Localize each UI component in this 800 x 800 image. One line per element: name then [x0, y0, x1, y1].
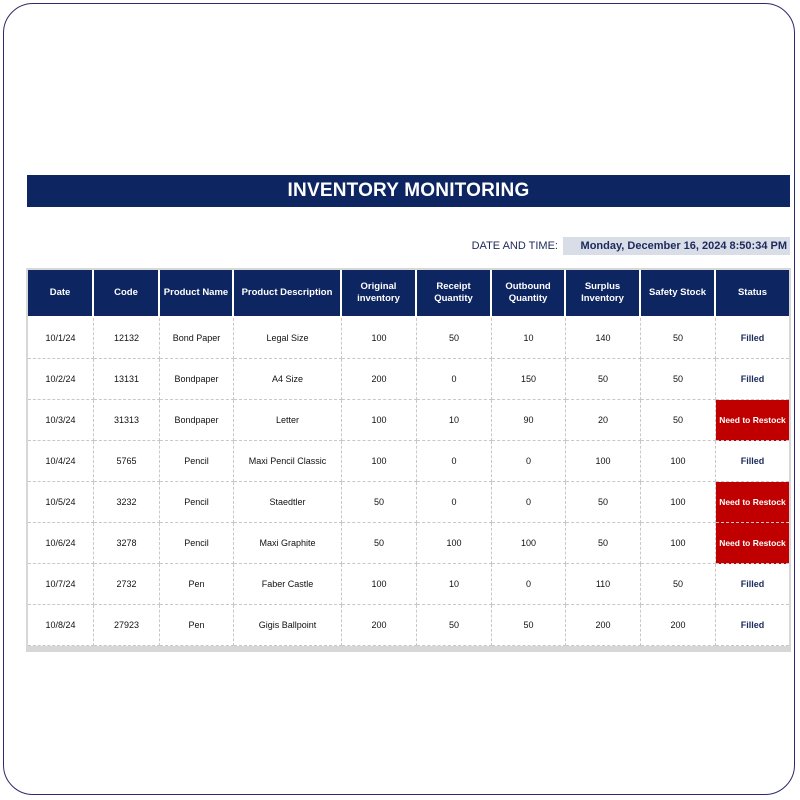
table-header-row	[28, 270, 789, 318]
cell-code[interactable]: 3232	[94, 482, 160, 523]
cell-receipt-quantity[interactable]: 0	[417, 359, 492, 400]
cell-status-restock[interactable]: Need to Restock	[716, 482, 789, 523]
cell-product-name[interactable]: Pencil	[160, 441, 234, 482]
cell-date[interactable]: 10/6/24	[28, 523, 94, 564]
column-header-surplus-inventory: Surplus Inventory	[566, 270, 641, 318]
cell-original-inventory[interactable]: 100	[342, 564, 417, 605]
cell-product-description[interactable]: Legal Size	[234, 318, 342, 359]
table-row[interactable]	[28, 400, 789, 441]
cell-safety-stock[interactable]: 100	[641, 482, 716, 523]
datetime-value: Monday, December 16, 2024 8:50:34 PM	[563, 237, 790, 255]
cell-original-inventory[interactable]: 100	[342, 441, 417, 482]
column-header-receipt-quantity: Receipt Quantity	[417, 270, 492, 318]
cell-product-name[interactable]: Bondpaper	[160, 359, 234, 400]
cell-outbound-quantity[interactable]: 100	[492, 523, 566, 564]
cell-product-description[interactable]: Maxi Pencil Classic	[234, 441, 342, 482]
cell-outbound-quantity[interactable]: 150	[492, 359, 566, 400]
table-row[interactable]	[28, 605, 789, 646]
cell-product-name[interactable]: Bondpaper	[160, 400, 234, 441]
datetime-label: DATE AND TIME:	[471, 240, 558, 252]
cell-surplus-inventory[interactable]: 50	[566, 523, 641, 564]
cell-code[interactable]: 5765	[94, 441, 160, 482]
cell-receipt-quantity[interactable]: 0	[417, 441, 492, 482]
cell-product-name[interactable]: Pencil	[160, 523, 234, 564]
cell-safety-stock[interactable]: 50	[641, 318, 716, 359]
cell-status[interactable]: Filled	[716, 318, 789, 359]
inventory-table	[28, 270, 789, 646]
cell-safety-stock[interactable]: 100	[641, 441, 716, 482]
cell-safety-stock[interactable]: 50	[641, 564, 716, 605]
cell-outbound-quantity[interactable]: 90	[492, 400, 566, 441]
cell-product-name[interactable]: Pencil	[160, 482, 234, 523]
cell-status[interactable]: Filled	[716, 564, 789, 605]
cell-original-inventory[interactable]: 200	[342, 605, 417, 646]
table-row[interactable]	[28, 523, 789, 564]
cell-outbound-quantity[interactable]: 0	[492, 564, 566, 605]
cell-product-description[interactable]: Maxi Graphite	[234, 523, 342, 564]
cell-product-name[interactable]: Pen	[160, 605, 234, 646]
cell-product-description[interactable]: Staedtler	[234, 482, 342, 523]
column-header-outbound-quantity: Outbound Quantity	[492, 270, 566, 318]
cell-status[interactable]: Filled	[716, 359, 789, 400]
cell-date[interactable]: 10/5/24	[28, 482, 94, 523]
cell-code[interactable]: 12132	[94, 318, 160, 359]
cell-safety-stock[interactable]: 200	[641, 605, 716, 646]
cell-receipt-quantity[interactable]: 50	[417, 318, 492, 359]
cell-original-inventory[interactable]: 100	[342, 318, 417, 359]
cell-date[interactable]: 10/1/24	[28, 318, 94, 359]
cell-product-description[interactable]: Gigis Ballpoint	[234, 605, 342, 646]
table-row[interactable]	[28, 318, 789, 359]
cell-surplus-inventory[interactable]: 20	[566, 400, 641, 441]
column-header-safety-stock: Safety Stock	[641, 270, 716, 318]
table-row[interactable]	[28, 359, 789, 400]
cell-outbound-quantity[interactable]: 0	[492, 482, 566, 523]
cell-product-description[interactable]: Faber Castle	[234, 564, 342, 605]
cell-code[interactable]: 27923	[94, 605, 160, 646]
page-frame	[3, 3, 795, 795]
cell-receipt-quantity[interactable]: 0	[417, 482, 492, 523]
table-row[interactable]	[28, 564, 789, 605]
cell-code[interactable]: 31313	[94, 400, 160, 441]
cell-original-inventory[interactable]: 200	[342, 359, 417, 400]
column-header-product-name: Product Name	[160, 270, 234, 318]
table-row[interactable]	[28, 441, 789, 482]
cell-receipt-quantity[interactable]: 10	[417, 564, 492, 605]
cell-status[interactable]: Filled	[716, 605, 789, 646]
table-row[interactable]	[28, 482, 789, 523]
column-header-product-description: Product Description	[234, 270, 342, 318]
cell-date[interactable]: 10/7/24	[28, 564, 94, 605]
cell-safety-stock[interactable]: 50	[641, 400, 716, 441]
cell-receipt-quantity[interactable]: 100	[417, 523, 492, 564]
cell-surplus-inventory[interactable]: 100	[566, 441, 641, 482]
cell-surplus-inventory[interactable]: 110	[566, 564, 641, 605]
cell-surplus-inventory[interactable]: 50	[566, 359, 641, 400]
column-header-code: Code	[94, 270, 160, 318]
cell-date[interactable]: 10/8/24	[28, 605, 94, 646]
cell-surplus-inventory[interactable]: 140	[566, 318, 641, 359]
cell-status-restock[interactable]: Need to Restock	[716, 400, 789, 441]
cell-date[interactable]: 10/3/24	[28, 400, 94, 441]
cell-safety-stock[interactable]: 50	[641, 359, 716, 400]
cell-outbound-quantity[interactable]: 50	[492, 605, 566, 646]
cell-status[interactable]: Filled	[716, 441, 789, 482]
cell-product-description[interactable]: Letter	[234, 400, 342, 441]
cell-receipt-quantity[interactable]: 10	[417, 400, 492, 441]
cell-date[interactable]: 10/4/24	[28, 441, 94, 482]
cell-outbound-quantity[interactable]: 0	[492, 441, 566, 482]
cell-product-name[interactable]: Bond Paper	[160, 318, 234, 359]
cell-code[interactable]: 13131	[94, 359, 160, 400]
column-header-original-inventory: Original inventory	[342, 270, 417, 318]
cell-code[interactable]: 3278	[94, 523, 160, 564]
cell-status-restock[interactable]: Need to Restock	[716, 523, 789, 564]
cell-original-inventory[interactable]: 50	[342, 482, 417, 523]
cell-surplus-inventory[interactable]: 200	[566, 605, 641, 646]
cell-original-inventory[interactable]: 100	[342, 400, 417, 441]
cell-product-description[interactable]: A4 Size	[234, 359, 342, 400]
column-header-date: Date	[28, 270, 94, 318]
cell-safety-stock[interactable]: 100	[641, 523, 716, 564]
cell-receipt-quantity[interactable]: 50	[417, 605, 492, 646]
cell-outbound-quantity[interactable]: 10	[492, 318, 566, 359]
cell-date[interactable]: 10/2/24	[28, 359, 94, 400]
cell-original-inventory[interactable]: 50	[342, 523, 417, 564]
cell-surplus-inventory[interactable]: 50	[566, 482, 641, 523]
column-header-status: Status	[716, 270, 789, 318]
inventory-table-container	[26, 268, 791, 652]
page-title: INVENTORY MONITORING	[27, 175, 790, 207]
cell-product-name[interactable]: Pen	[160, 564, 234, 605]
cell-code[interactable]: 2732	[94, 564, 160, 605]
